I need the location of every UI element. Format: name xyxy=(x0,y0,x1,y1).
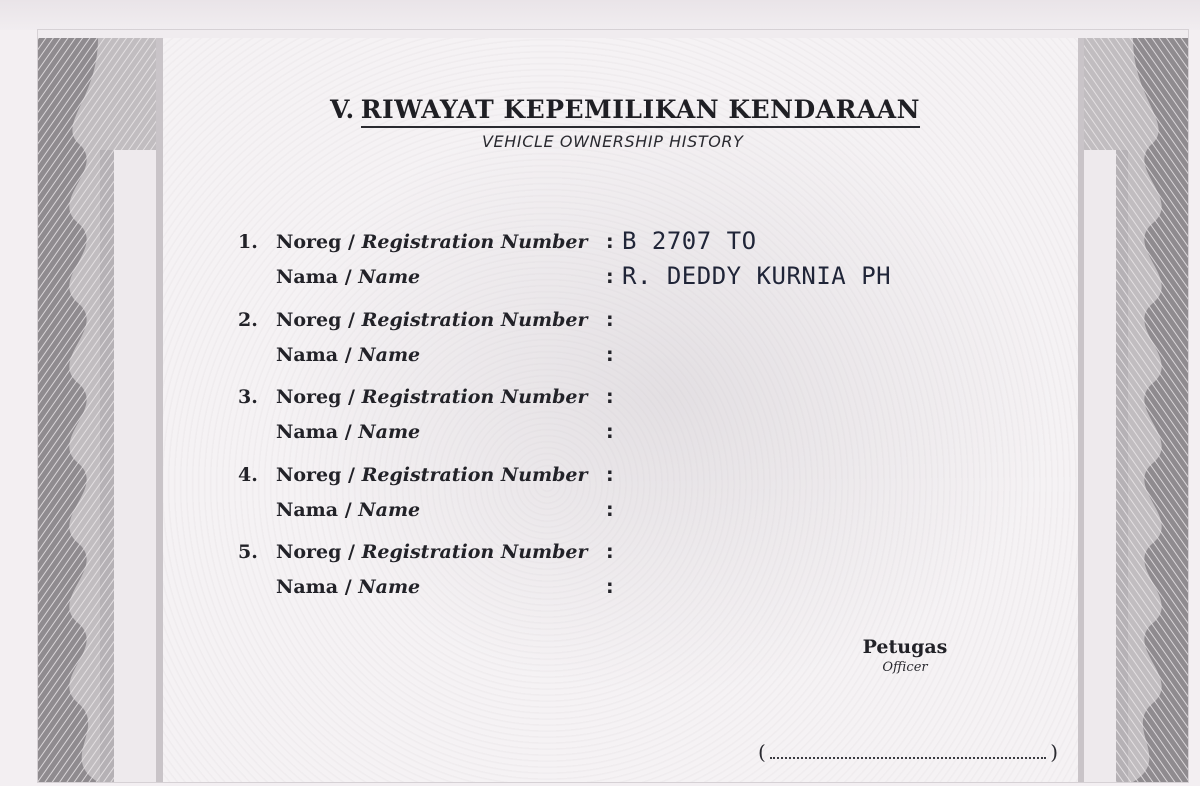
colon: : xyxy=(606,499,614,521)
entry-number: 4. xyxy=(238,464,258,486)
section-number: V. xyxy=(330,95,355,124)
colon: : xyxy=(606,266,614,288)
entry-number: 5. xyxy=(238,541,258,563)
noreg-label: Noreg / Registration Number xyxy=(276,231,588,253)
entry-1-registration-row xyxy=(238,227,757,261)
section-subtitle: VEHICLE OWNERSHIP HISTORY xyxy=(482,132,744,151)
colon: : xyxy=(606,541,614,563)
registration-number-value: B 2707 TO xyxy=(622,227,757,255)
noreg-label: Noreg / Registration Number xyxy=(276,309,588,331)
colon: : xyxy=(606,464,614,486)
entry-4-registration-row xyxy=(238,464,614,494)
officer-subtitle: Officer xyxy=(882,660,928,675)
entry-2-name-row xyxy=(238,344,614,374)
entry-number: 2. xyxy=(238,309,258,331)
noreg-label: Noreg / Registration Number xyxy=(276,541,588,563)
noreg-label: Noreg / Registration Number xyxy=(276,386,588,408)
section-title xyxy=(330,95,920,124)
colon: : xyxy=(606,576,614,598)
owner-name-value: R. DEDDY KURNIA PH xyxy=(622,262,892,290)
officer-block xyxy=(845,636,965,675)
entry-3-registration-row xyxy=(238,386,614,416)
guilloche-border-right xyxy=(1078,38,1188,782)
entry-2-registration-row xyxy=(238,309,614,339)
colon: : xyxy=(606,344,614,366)
name-label: Nama / Name xyxy=(276,576,421,598)
name-label: Nama / Name xyxy=(276,421,421,443)
colon: : xyxy=(606,421,614,443)
guilloche-border-left xyxy=(38,38,163,782)
signature-close-paren: ) xyxy=(1050,740,1058,764)
section-title-text: RIWAYAT KEPEMILIKAN KENDARAAN xyxy=(361,95,920,128)
entry-5-registration-row xyxy=(238,541,614,571)
background-strip xyxy=(0,0,1200,30)
name-label: Nama / Name xyxy=(276,499,421,521)
name-label: Nama / Name xyxy=(276,266,421,288)
entry-3-name-row xyxy=(238,421,614,451)
entry-4-name-row xyxy=(238,499,614,529)
signature-dotted-line xyxy=(770,757,1046,759)
entry-5-name-row xyxy=(238,576,614,606)
name-label: Nama / Name xyxy=(276,344,421,366)
entry-1-name-row xyxy=(238,262,892,296)
noreg-label: Noreg / Registration Number xyxy=(276,464,588,486)
entry-number: 3. xyxy=(238,386,258,408)
colon: : xyxy=(606,386,614,408)
colon: : xyxy=(606,309,614,331)
entry-number: 1. xyxy=(238,231,258,253)
signature-open-paren: ( xyxy=(758,740,766,764)
colon: : xyxy=(606,231,614,253)
officer-title: Petugas xyxy=(862,636,948,658)
signature-line xyxy=(758,740,1058,764)
